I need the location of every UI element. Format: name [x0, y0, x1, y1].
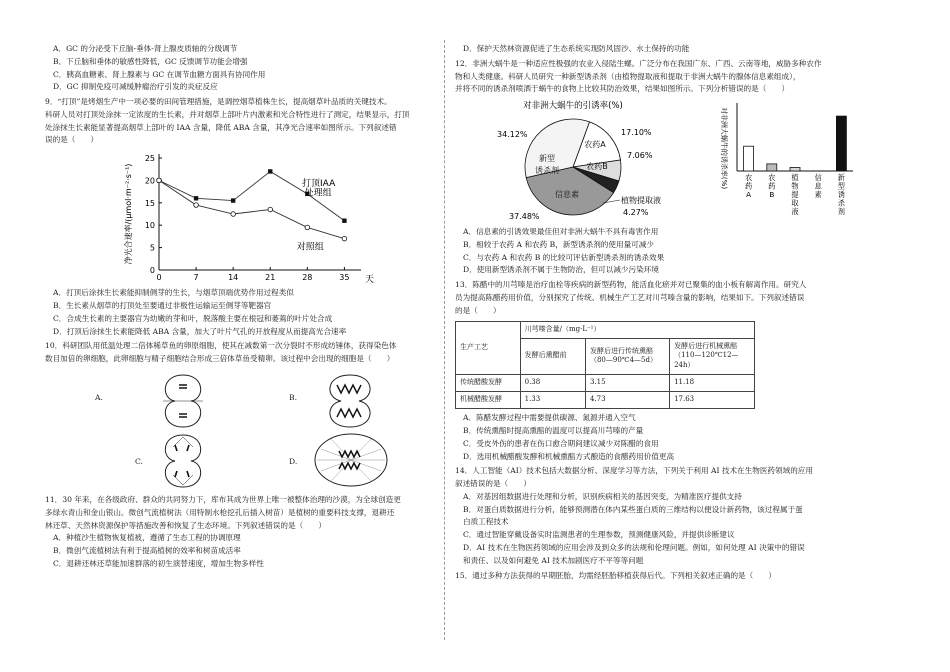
q12-bar-chart: [713, 97, 863, 227]
bar-x-label-char: 植: [791, 173, 799, 183]
pie-inner-label: 农药B: [586, 162, 608, 172]
q12-figures: [455, 97, 895, 227]
treatment-label-line2: 处理组: [304, 188, 332, 199]
bar-x-label-char: 素: [814, 190, 822, 200]
option-line: D．AI 技术在生物医药领域的应用会涉及到众多的法规和伦理问题。例如，如何处理 AI 决策中的错误: [463, 543, 805, 553]
bar-x-label-char: 新: [837, 173, 846, 183]
y-tick-label: 10: [144, 221, 155, 231]
stem-line: 13．陈醋中的川芎嗪是治疗血栓等疾病的新型药物，能活血化瘀并对已聚集的血小板有解离作用。研究人: [455, 280, 807, 290]
bar-x-label-char: 息: [814, 181, 822, 191]
option-line: D．选用机械醋酸发酵和机械熏醅方式酿造的食醋药用价值更高: [463, 451, 675, 461]
option-line: A．陈醋发酵过程中需要提供碳源、氮源并通入空气: [463, 413, 636, 423]
table-subheader-1: 发酵后熏醋前: [520, 338, 585, 375]
table-row: [456, 375, 755, 392]
bar-x-label-char: 提: [791, 190, 799, 200]
treatment-point: [194, 196, 198, 200]
cell-label-c: C.: [135, 456, 143, 466]
pie-value-label: 34.12%: [497, 130, 528, 140]
option-line: 白质工程技术: [463, 517, 509, 527]
option-line: D．打顶后涂抹生长素能降低 ABA 含量，加大了叶片气孔的开放程度从而提高光合速率: [53, 326, 347, 336]
option-line: D．使用新型诱杀剂不属于生物防治，但可以减少污染环境: [463, 265, 659, 275]
table-subheader-2: 发酵后进行传统熏醅（80—90℃4—5d）: [585, 338, 669, 375]
bar: [790, 168, 800, 172]
option-line: C．合成生长素的主要器官为幼嫩的芽和叶，脱落酸主要在根冠和萎蔫的叶片处合成: [53, 313, 333, 323]
x-axis-label: 天: [365, 275, 375, 286]
column-divider: [444, 40, 445, 640]
pie-value-label: 4.27%: [623, 208, 649, 218]
cell-label-d: D.: [289, 456, 298, 466]
control-label: 对照组: [296, 242, 324, 253]
treatment-point: [342, 219, 346, 223]
option-line: C．受皮外伤的患者在伤口愈合期间建议减少对陈醋的食用: [463, 438, 659, 448]
left-column: [45, 44, 433, 572]
x-tick-label: 28: [302, 273, 313, 283]
pie-value-label: 17.10%: [621, 128, 652, 138]
bar-x-label-char: 农: [744, 173, 753, 183]
option-line: A．种植沙生植物恢复植被，遵循了生态工程的协调原理: [53, 533, 241, 543]
stem-line: 12．非洲大蜗牛是一种适应性极强的农业入侵陆生螺。广泛分布在我国广东、广西、云南等地，威胁多种农作: [455, 58, 822, 68]
stem-line: 叙述错误的是（ ）: [455, 479, 531, 489]
control-point: [305, 225, 310, 230]
y-tick-label: 15: [144, 199, 155, 209]
pie-value-label: 37.48%: [509, 212, 540, 222]
q8-options: [45, 44, 433, 93]
stem-line: 处涂抹生长素能显著提高烟草上部叶的 IAA 含量，降低 ABA 含量，其净光合速率如图所示。下列叙述错: [45, 122, 397, 132]
cell-d-diagram: [311, 431, 391, 489]
bar-x-label-char: 型: [837, 181, 846, 191]
y-tick-label: 20: [144, 176, 155, 186]
x-tick-label: 35: [339, 273, 350, 283]
pie-inner-label: 信息素: [555, 190, 579, 200]
option-line: D．GC 抑制免疫可减缓肿瘤治疗引发的炎症反应: [53, 82, 218, 92]
y-tick-label: 25: [144, 154, 155, 164]
pie-inner-label: 新型: [539, 154, 555, 164]
q14-stem: [455, 466, 895, 490]
bar-x-label-char: 液: [791, 207, 799, 217]
treatment-point: [268, 169, 272, 173]
stem-line: 11．30 年来，在各级政府、群众的共同努力下，库布其成为世界上唯一被整体治理的沙漠，为全球创造更: [45, 494, 401, 504]
option-line: C．通过智能穿戴设备实时监测患者的生理参数，预测健康风险，并提供诊断建议: [463, 530, 735, 540]
option-line: B．下丘脑和垂体的敏感性降低，GC 反馈调节功能会增强: [53, 56, 248, 66]
stem-line: 员为提高陈醋药用价值，分别探究了传统、机械生产工艺对川芎嗪含量的影响，结果如下。下列叙述错误: [455, 293, 805, 303]
bar-x-label-char: 取: [791, 198, 799, 208]
pie-inner-label: 农药A: [584, 140, 606, 150]
bar-x-label-char: 诱: [837, 190, 846, 200]
y-tick-label: 5: [149, 243, 155, 253]
stem-line: 9．“打顶”是烤烟生产中一项必要的田间管理措施，是调控烟草植株生长，提高烟草叶品质的关键技术。: [45, 97, 392, 107]
right-column: [455, 44, 895, 583]
x-tick-label: 14: [228, 273, 239, 283]
bar-x-label-char: 药: [744, 181, 753, 191]
table-cell: 1.33: [520, 392, 585, 409]
stem-line: 10．科研团队用低温处理二倍体稀草鱼的卵原细胞，使其在减数第一次分裂时不形成纺锤体，获得染色体: [45, 341, 397, 351]
bar-x-label-char: 物: [791, 181, 799, 191]
pie-value-label: 7.06%: [627, 151, 653, 161]
bar: [744, 146, 754, 171]
q13-stem: [455, 280, 895, 316]
cell-c-diagram: [153, 433, 213, 489]
stem-line: 多绿水青山和金山银山。微创气流植树法（用特制水枪挖孔后插入树苗）是植树的重要科技支撑，退耕还: [45, 507, 395, 517]
table-cell: 4.73: [585, 392, 669, 409]
q13-options: [455, 413, 895, 462]
cell-a-diagram: [153, 371, 213, 431]
q10-cell-figures: [45, 371, 433, 489]
control-point: [157, 178, 162, 183]
option-line: A．对基因组数据进行处理和分析，识别疾病相关的基因突变，为精准医疗提供支持: [463, 491, 742, 501]
bar: [767, 164, 777, 171]
option-line: A．打顶后涂抹生长素能抑制侧芽的生长，与烟草顶端优势作用过程类似: [53, 288, 294, 298]
q9-stem: [45, 97, 433, 146]
x-tick-label: 0: [156, 273, 162, 283]
option-line: A．GC 的分泌受下丘脑-垂体-肾上腺皮质轴的分级调节: [53, 44, 238, 53]
treatment-label-line1: 打顶IAA: [302, 179, 336, 190]
cell-b-diagram: [317, 371, 383, 431]
option-line: B．对蛋白质数据进行分析，能够预测潜在体内某些蛋白质的三维结构以便设计新药物，该过程属于蛋: [463, 504, 803, 514]
table-cell: 机械醋酸发酵: [456, 392, 521, 409]
pie-inner-label: 诱杀剂: [535, 166, 559, 176]
q12-stem: [455, 59, 895, 95]
table-subheader-3: 发酵后进行机械熏醅（110—120℃12—24h）: [670, 338, 755, 375]
table-header-content: 川芎嗪含量/（mg·L⁻¹）: [520, 321, 754, 338]
q10-stem: [45, 341, 433, 365]
x-tick-label: 7: [193, 273, 199, 283]
q9-line-chart: [115, 148, 375, 288]
control-point: [342, 237, 347, 242]
stem-line: 14．人工智能（AI）技术包括大数据分析、深度学习等方法，下列关于利用 AI 技术在生物医药领域的应用: [455, 466, 813, 476]
stem-line: 并将不同的诱杀剂喷洒于蜗牛的食物上比较其防治效果，结果如图所示。下列分析错误的是（ ）: [455, 84, 790, 94]
q11-stem: [45, 495, 433, 531]
bar-x-label-char: 杀: [837, 198, 846, 208]
q13-table: [455, 321, 755, 410]
q11-option-d: D．保护天然林资源促进了生态系统实现防风固沙、水土保持的功能: [463, 44, 690, 53]
y-axis-label: 净光合速率/(μmol·m⁻²·s⁻¹): [124, 163, 133, 265]
q15-stem: 15．通过多种方法获得的早期胚胎，均需经胚胎移植获得后代。下列相关叙述正确的是（ ）: [455, 570, 777, 580]
table-cell: 11.18: [670, 375, 755, 392]
bar: [836, 116, 846, 171]
table-cell: 传统醋酸发酵: [456, 375, 521, 392]
option-line: C．胰高血糖素、肾上腺素与 GC 在调节血糖方面具有协同作用: [53, 69, 266, 79]
q11-options: [45, 533, 433, 569]
bar-x-label-char: 药: [768, 181, 776, 191]
option-line: C．与农药 A 和农药 B 的比较可评估新型诱杀剂的诱杀效果: [463, 252, 665, 262]
stem-line: 科研人员对打顶处涂抹一定浓度的生长素，并对烟草上部叶片内激素和光合特性进行了测定，结果显示，打顶: [45, 109, 410, 119]
table-cell: 3.15: [585, 375, 669, 392]
option-line: B．生长素从烟草的打顶处至要通过非极性运输运至侧芽等靶器官: [53, 301, 272, 311]
stem-line: 的是（ ）: [455, 305, 501, 315]
control-point: [231, 212, 236, 217]
table-row: [456, 392, 755, 409]
option-line: A．信息素的引诱效果最佳但对非洲大蜗牛不具有毒害作用: [463, 227, 659, 237]
option-line: B．传统熏醅时提高熏醅的温度可以提高川芎嗪的产量: [463, 426, 644, 435]
y-tick-label: 0: [149, 266, 155, 276]
stem-line: 误的是（ ）: [45, 135, 99, 145]
pie-plant-extract-label: 植物提取液: [621, 196, 661, 206]
x-tick-label: 21: [265, 273, 276, 283]
table-header-process: 生产工艺: [456, 321, 521, 375]
q14-options: [455, 492, 895, 567]
treatment-point: [231, 199, 235, 203]
bar-x-label-char: B: [769, 190, 775, 200]
control-point: [194, 203, 199, 208]
bar-x-label-char: 农: [768, 173, 776, 183]
q9-options: [45, 288, 433, 337]
bar-x-label-char: 信: [814, 173, 822, 183]
bar-x-label-char: 剂: [837, 207, 846, 217]
cell-label-a: A.: [95, 392, 103, 402]
option-line: C．退耕还林还草能加速群落的初生演替速度，增加生物多样性: [53, 558, 264, 568]
q12-options: [455, 227, 895, 276]
bar-x-label-char: A: [746, 190, 752, 200]
pie-title: 对非洲大蜗牛的引诱率(%): [523, 101, 623, 112]
option-line: 和责任、以及如何避免 AI 技术加剧医疗不平等等问题: [463, 555, 644, 565]
stem-line: 数目加倍的卵细胞，此卵细胞与精子细胞结合形成三倍体草鱼受精卵。该过程中会出现的细胞是（ ）: [45, 354, 395, 364]
option-line: B．相较于农药 A 和农药 B，新型诱杀剂的使用量可减少: [463, 239, 654, 249]
table-cell: 0.38: [520, 375, 585, 392]
stem-line: 物和人类健康。科研人员研究一种新型诱杀剂（由植物提取液和提取于非洲大蜗牛的腺体信息素组成），: [455, 71, 801, 81]
control-point: [268, 207, 273, 212]
option-line: B．微创气流植树法有利于提高植树的效率和树苗成活率: [53, 546, 241, 556]
q12-pie-chart: [465, 97, 715, 227]
cell-label-b: B.: [289, 392, 297, 402]
stem-line: 林还草、天然林资源保护等措施改善和恢复了生态环境。下列叙述错误的是（ ）: [45, 520, 326, 530]
table-cell: 17.63: [670, 392, 755, 409]
bar-y-axis-label: 对非洲大蜗牛的诱杀率(%): [720, 107, 728, 190]
